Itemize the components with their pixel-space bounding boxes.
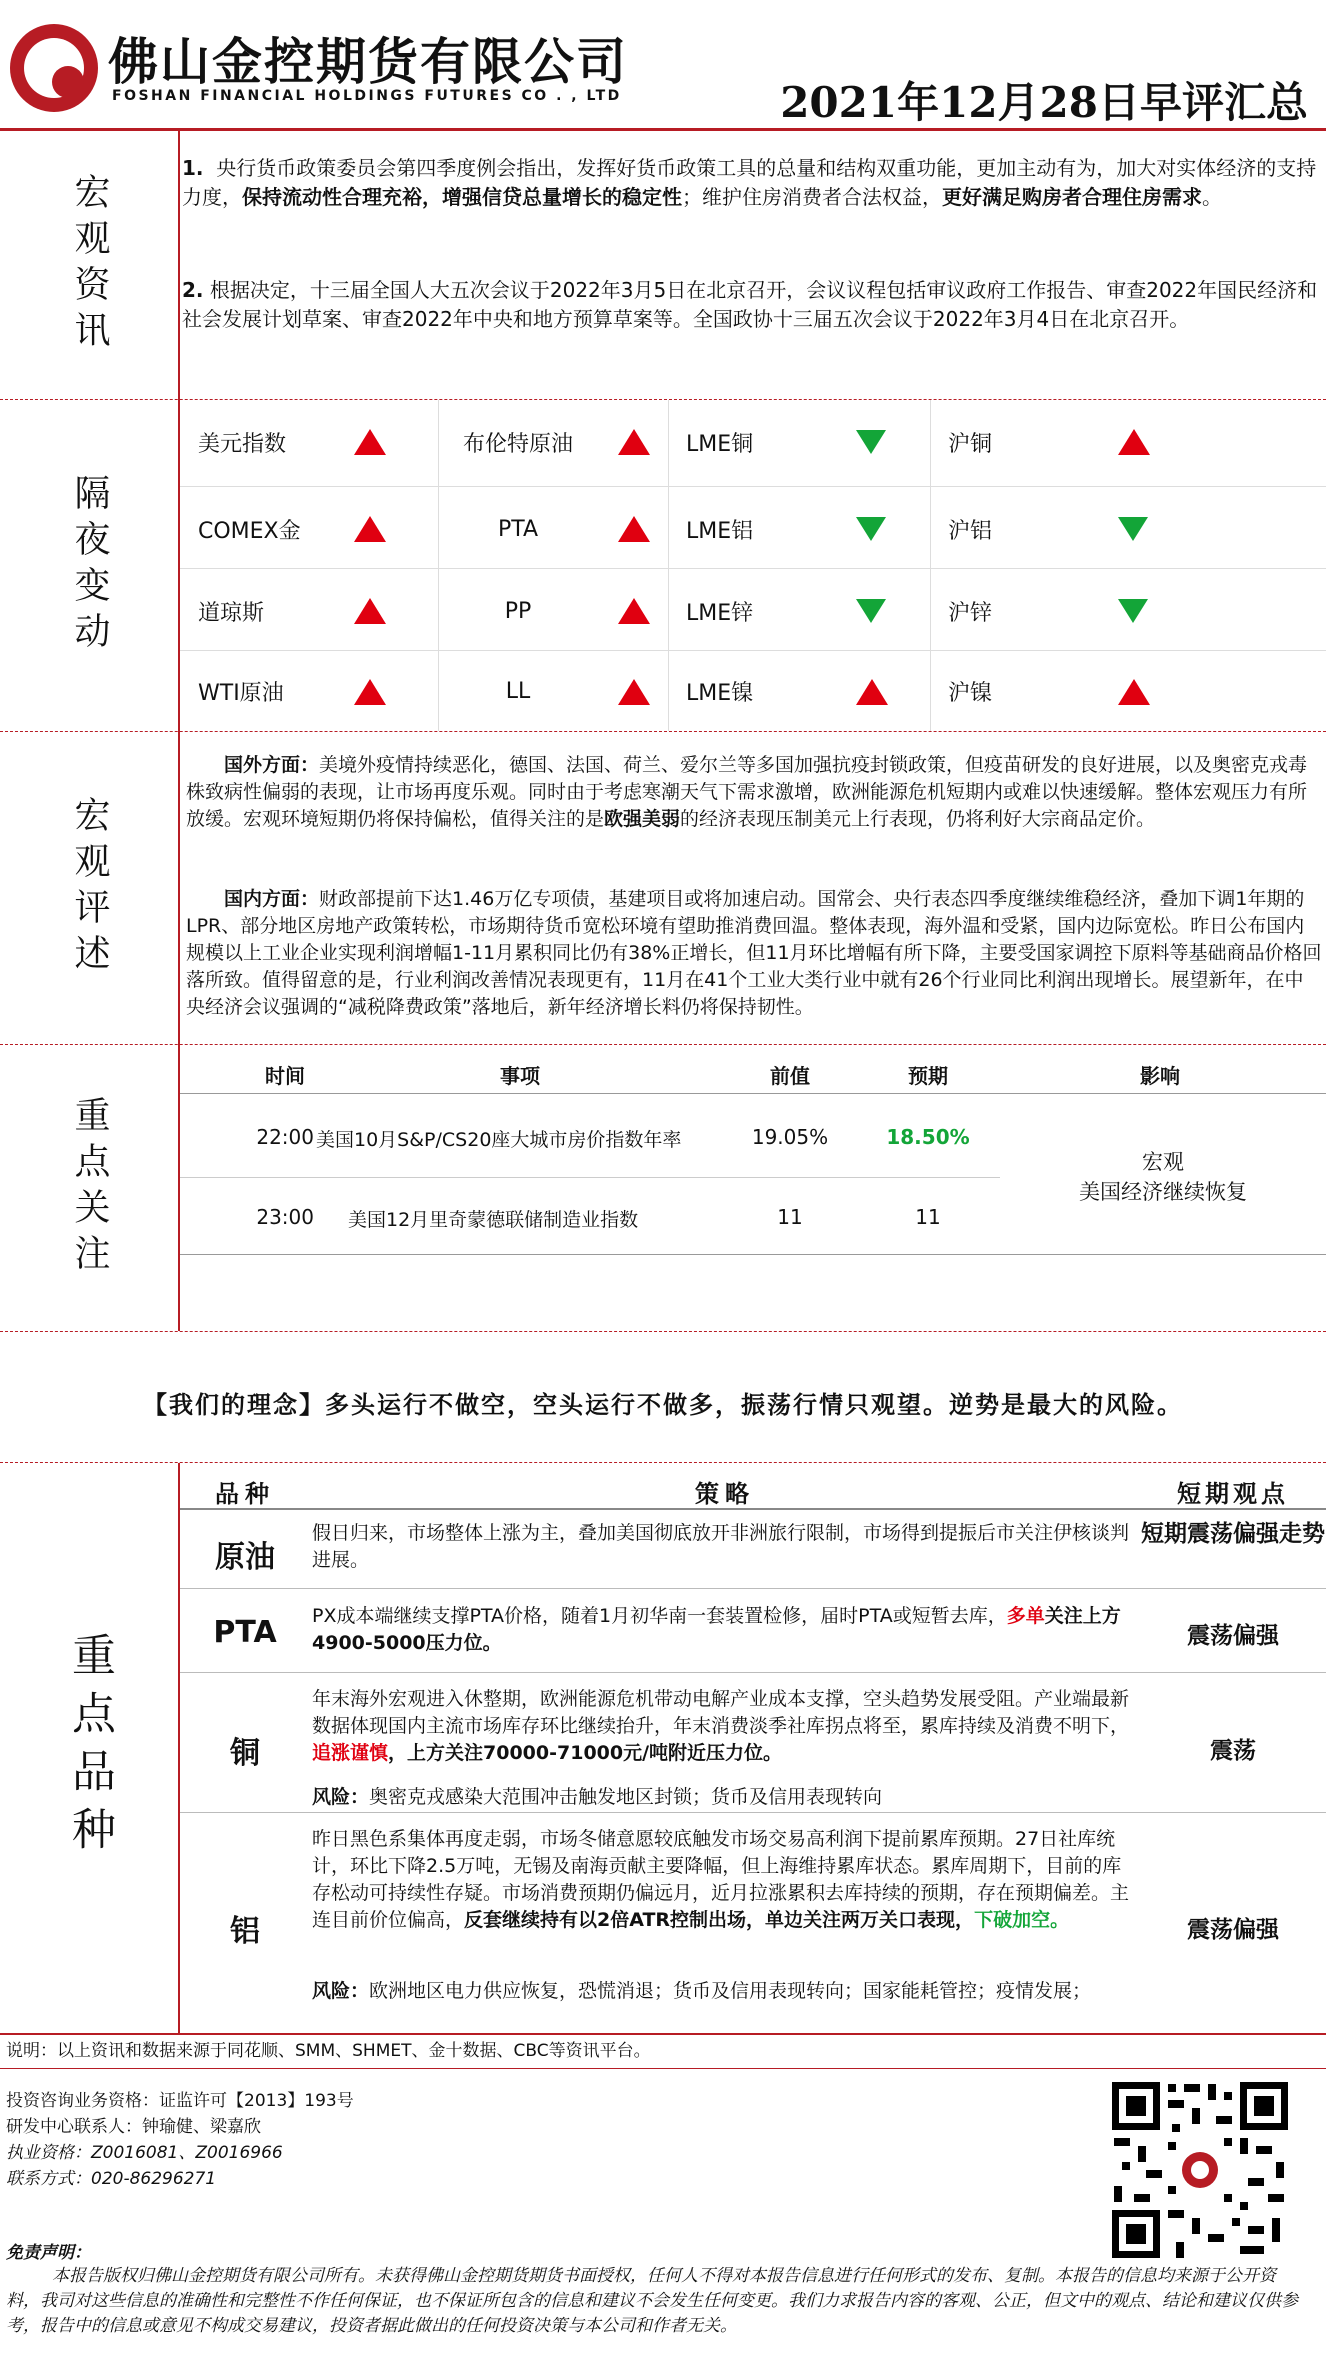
overnight-label: 隔夜变动 — [69, 473, 110, 658]
macro-review-label: 宏观评述 — [69, 796, 110, 980]
col-header-forecast: 预期 — [908, 1064, 948, 1088]
event-item: 美国10月S&P/CS20座大城市房价指数年率 — [316, 1129, 682, 1151]
view-pta: 震荡偏强 — [1187, 1623, 1279, 1649]
up-arrow-icon — [618, 679, 650, 705]
instrument-name: LME铝 — [686, 518, 754, 544]
section-divider — [0, 1462, 1326, 1463]
view-crude: 短期震荡偏强走势 — [1141, 1521, 1325, 1547]
event-forecast: 18.50% — [886, 1125, 970, 1149]
overnight-cell — [930, 488, 1326, 570]
investment-philosophy: 【我们的理念】多头运行不做空，空头运行不做多，振荡行情只观望。逆势是最大的风险。 — [143, 1390, 1183, 1419]
section-divider — [0, 731, 1326, 732]
overnight-cell — [668, 488, 930, 570]
event-prev: 19.05% — [751, 1125, 829, 1149]
contact-researchers: 研发中心联系人：钟瑜健、梁嘉欣 — [6, 2117, 261, 2137]
disclaimer-heading: 免责声明： — [6, 2243, 91, 2263]
table-rule — [180, 1093, 1326, 1094]
up-arrow-icon — [856, 679, 888, 705]
view-aluminium: 震荡偏强 — [1187, 1917, 1279, 1943]
overnight-cell — [180, 400, 438, 484]
data-source-note: 说明：以上资讯和数据来源于同花顺、SMM、SHMET、金十数据、CBC等资讯平台。 — [6, 2041, 651, 2061]
macro-news-item-1: 1. 央行货币政策委员会第四季度例会指出，发挥好货币政策工具的总量和结构双重功能，更加主动有为，加大对实体经济的支持力度，保持流动性合理充裕，增强信贷总量增长的稳定性；维护住房消费者合法权益，更好满足购房者合理住房需求。 — [182, 156, 1317, 209]
event-forecast: 11 — [915, 1205, 941, 1229]
overnight-cell — [180, 570, 438, 652]
down-arrow-icon — [1118, 599, 1148, 623]
col-header-strategy: 策略 — [695, 1480, 755, 1508]
table-row-rule — [180, 1177, 1000, 1178]
variety-crude: 原油 — [215, 1540, 275, 1575]
up-arrow-icon — [618, 598, 650, 624]
strategy-copper: 年末海外宏观进入休整期，欧洲能源危机带动电解产业成本支撑，空头趋势发展受阻。产业端最新数据体现国内主流市场库存环比继续抬升，年末消费淡季社库拐点将至，累库持续及消费不明下，追涨谨慎，上方关注70000-71000元/吨附近压力位。 — [312, 1688, 1130, 1764]
col-header-item: 事项 — [500, 1064, 540, 1088]
overnight-cell — [668, 400, 930, 484]
company-logo — [10, 24, 98, 112]
macro-news-label-cell — [0, 131, 178, 399]
event-impact-category: 宏观 — [1142, 1150, 1184, 1174]
footer-rule — [0, 2068, 1326, 2069]
up-arrow-icon — [354, 429, 386, 455]
overnight-cell — [180, 652, 438, 731]
up-arrow-icon — [354, 516, 386, 542]
strategy-pta: PX成本端继续支撑PTA价格，随着1月初华南一套装置检修，届时PTA或短暂去库，多单关注上方4900-5000压力位。 — [312, 1605, 1121, 1654]
variety-copper: 铜 — [230, 1736, 260, 1771]
instrument-name: 沪铝 — [948, 518, 993, 544]
event-prev: 11 — [777, 1205, 803, 1229]
up-arrow-icon — [1118, 679, 1150, 705]
overnight-cell — [180, 488, 438, 570]
instrument-name: LME锌 — [686, 600, 754, 626]
event-impact-detail: 美国经济继续恢复 — [1079, 1180, 1247, 1204]
event-item: 美国12月里奇蒙德联储制造业指数 — [348, 1209, 639, 1231]
grid-divider — [180, 568, 1326, 569]
overnight-grid — [180, 400, 1326, 731]
report-header — [0, 0, 1326, 128]
table-row-rule — [180, 1812, 1326, 1813]
instrument-name: PTA — [497, 516, 539, 542]
risk-aluminium: 风险：欧洲地区电力供应恢复，恐慌消退；货币及信用表现转向；国家能耗管控；疫情发展； — [312, 1980, 1092, 2002]
section-divider — [0, 1331, 1326, 1332]
grid-divider — [438, 400, 439, 731]
col-header-prev: 前值 — [770, 1064, 810, 1088]
macro-review-foreign: 国外方面：美境外疫情持续恶化，德国、法国、荷兰、爱尔兰等多国加强抗疫封锁政策，但疫苗研发的良好进展，以及奥密克戎毒株致病性偏弱的表现，让市场再度乐观。同时由于考虑寒潮天气下需求激增，欧洲能源危机短期内或难以快速缓解。整体宏观压力有所放缓。宏观环境短期仍将保持偏松，值得关注的是欧强美弱的经济表现压制美元上行表现，仍将利好大宗商品定价。 — [186, 754, 1308, 830]
macro-review-domestic: 国内方面：财政部提前下达1.46万亿专项债，基建项目或将加速启动。国常会、央行表态四季度继续维稳经济，叠加下调1年期的LPR、部分地区房地产政策转松，市场期待货币宽松环境有望助推消费回温。整体表现，海外温和受紧，国内边际宽松。昨日公布国内规模以上工业企业实现利润增幅1-11月累积同比仍有38%正增长，但11月环比增幅有所下降，主要受国家调控下原料等基础商品价格回落所致。值得留意的是，行业利润改善情况表现更有，11月在41个工业大类行业中就有26个行业同比利润出现增长。展望新年，在中央经济会议强调的“减税降费政策”落地后，新年经济增长料仍将保持韧性。 — [186, 888, 1322, 1018]
report-title: 2021年12月28日早评汇总 — [780, 78, 1308, 127]
up-arrow-icon — [354, 679, 386, 705]
company-name-en: FOSHAN FINANCIAL HOLDINGS FUTURES CO . , LTD — [112, 88, 622, 104]
instrument-name: 沪铜 — [948, 431, 993, 457]
qr-code — [1108, 2078, 1292, 2262]
event-time: 23:00 — [256, 1205, 314, 1229]
instrument-name: PP — [504, 598, 532, 624]
disclaimer-text: 本报告版权归佛山金控期货有限公司所有。未获得佛山金控期货期货书面授权，任何人不得对本报告信息进行任何形式的发布、复制。本报告的信息均来源于公开资料，我司对这些信息的准确性和完整性不作任何保证，也不保证所包含的信息和建议不会发生任何变更。我们力求报告内容的客观、公正，但文中的观点、结论和建议仅供参考，报告中的信息或意见不构成交易建议，投资者据此做出的任何投资决策与本公司和作者无关。 — [6, 2266, 1298, 2336]
focus-label-cell — [0, 1045, 178, 1330]
contact-license: 投资咨询业务资格：证监许可【2013】193号 — [6, 2091, 354, 2111]
col-header-view: 短期观点 — [1177, 1480, 1289, 1508]
variety-aluminium: 铝 — [230, 1914, 260, 1949]
risk-copper: 风险：奥密克戎感染大范围冲击触发地区封锁；货币及信用表现转向 — [312, 1786, 883, 1808]
col-header-variety: 品种 — [215, 1480, 275, 1508]
up-arrow-icon — [354, 598, 386, 624]
section-divider — [0, 1044, 1326, 1045]
instrument-name: LME铜 — [686, 431, 754, 457]
overnight-cell — [668, 652, 930, 731]
down-arrow-icon — [856, 430, 886, 454]
table-row-rule — [180, 1588, 1326, 1589]
overnight-cell — [438, 570, 668, 652]
overnight-cell — [930, 570, 1326, 652]
company-name: 佛山金控期货有限公司 — [108, 32, 628, 91]
overnight-cell — [668, 570, 930, 652]
macro-review-label-cell — [0, 732, 178, 1044]
footer-divider — [0, 2033, 1326, 2035]
contact-phone: 联系方式：020-86296271 — [6, 2169, 217, 2189]
instrument-name: 布伦特原油 — [462, 431, 573, 457]
instrument-name: 沪镍 — [948, 681, 993, 706]
grid-divider — [180, 486, 1326, 487]
instrument-name: LL — [505, 679, 531, 704]
strategy-aluminium: 昨日黑色系集体再度走弱，市场冬储意愿较底触发市场交易高利润下提前累库预期。27日社库统计，环比下降2.5万吨，无锡及南海贡献主要降幅，但上海维持累库状态。累库周期下，目前的库存松动可持续性存疑。市场消费预期仍偏远月，近月拉涨累积去库持续的预期，存在预期偏差。主连目前价位偏高，反套继续持有以2倍ATR控制出场，单边关注两万关口表现，下破加空。 — [312, 1828, 1130, 1931]
up-arrow-icon — [618, 516, 650, 542]
instrument-name: 美元指数 — [198, 431, 287, 457]
variety-pta: PTA — [213, 1615, 277, 1650]
down-arrow-icon — [856, 517, 886, 541]
overnight-cell — [438, 400, 668, 484]
instrument-name: 沪锌 — [948, 600, 993, 626]
up-arrow-icon — [618, 429, 650, 455]
overnight-cell — [438, 488, 668, 570]
down-arrow-icon — [856, 599, 886, 623]
strategy-label: 重点品种 — [64, 1632, 115, 1864]
instrument-name: WTI原油 — [198, 681, 284, 706]
overnight-cell — [438, 652, 668, 731]
table-rule — [180, 1254, 1326, 1255]
view-copper: 震荡 — [1210, 1738, 1256, 1764]
contact-qualification: 执业资格：Z0016081、Z0016966 — [6, 2143, 283, 2163]
overnight-cell — [930, 652, 1326, 731]
strategy-crude: 假日归来，市场整体上涨为主，叠加美国彻底放开非洲旅行限制，市场得到提振后市关注伊核谈判进展。 — [312, 1522, 1130, 1571]
table-rule — [180, 1508, 1326, 1510]
focus-label: 重点关注 — [69, 1095, 110, 1280]
header-divider — [0, 128, 1326, 131]
grid-divider — [930, 400, 931, 731]
instrument-name: 道琼斯 — [198, 600, 265, 626]
col-header-impact: 影响 — [1140, 1064, 1180, 1088]
down-arrow-icon — [1118, 517, 1148, 541]
overnight-cell — [930, 400, 1326, 484]
grid-divider — [668, 400, 669, 731]
up-arrow-icon — [1118, 429, 1150, 455]
strategy-label-cell — [0, 1463, 178, 2033]
event-time: 22:00 — [256, 1125, 314, 1149]
table-row-rule — [180, 1672, 1326, 1673]
instrument-name: LME镍 — [686, 681, 754, 706]
col-header-time: 时间 — [265, 1064, 305, 1088]
overnight-label-cell — [0, 400, 178, 731]
macro-news-label: 宏观资讯 — [69, 173, 110, 357]
macro-news-item-2: 2. 根据决定，十三届全国人大五次会议于2022年3月5日在北京召开，会议议程包括审议政府工作报告、审查2022年国民经济和社会发展计划草案、审查2022年中央和地方预算草案等。全国政协十三届五次会议于2022年3月4日在北京召开。 — [182, 278, 1318, 331]
grid-divider — [180, 650, 1326, 651]
instrument-name: COMEX金 — [198, 518, 301, 544]
